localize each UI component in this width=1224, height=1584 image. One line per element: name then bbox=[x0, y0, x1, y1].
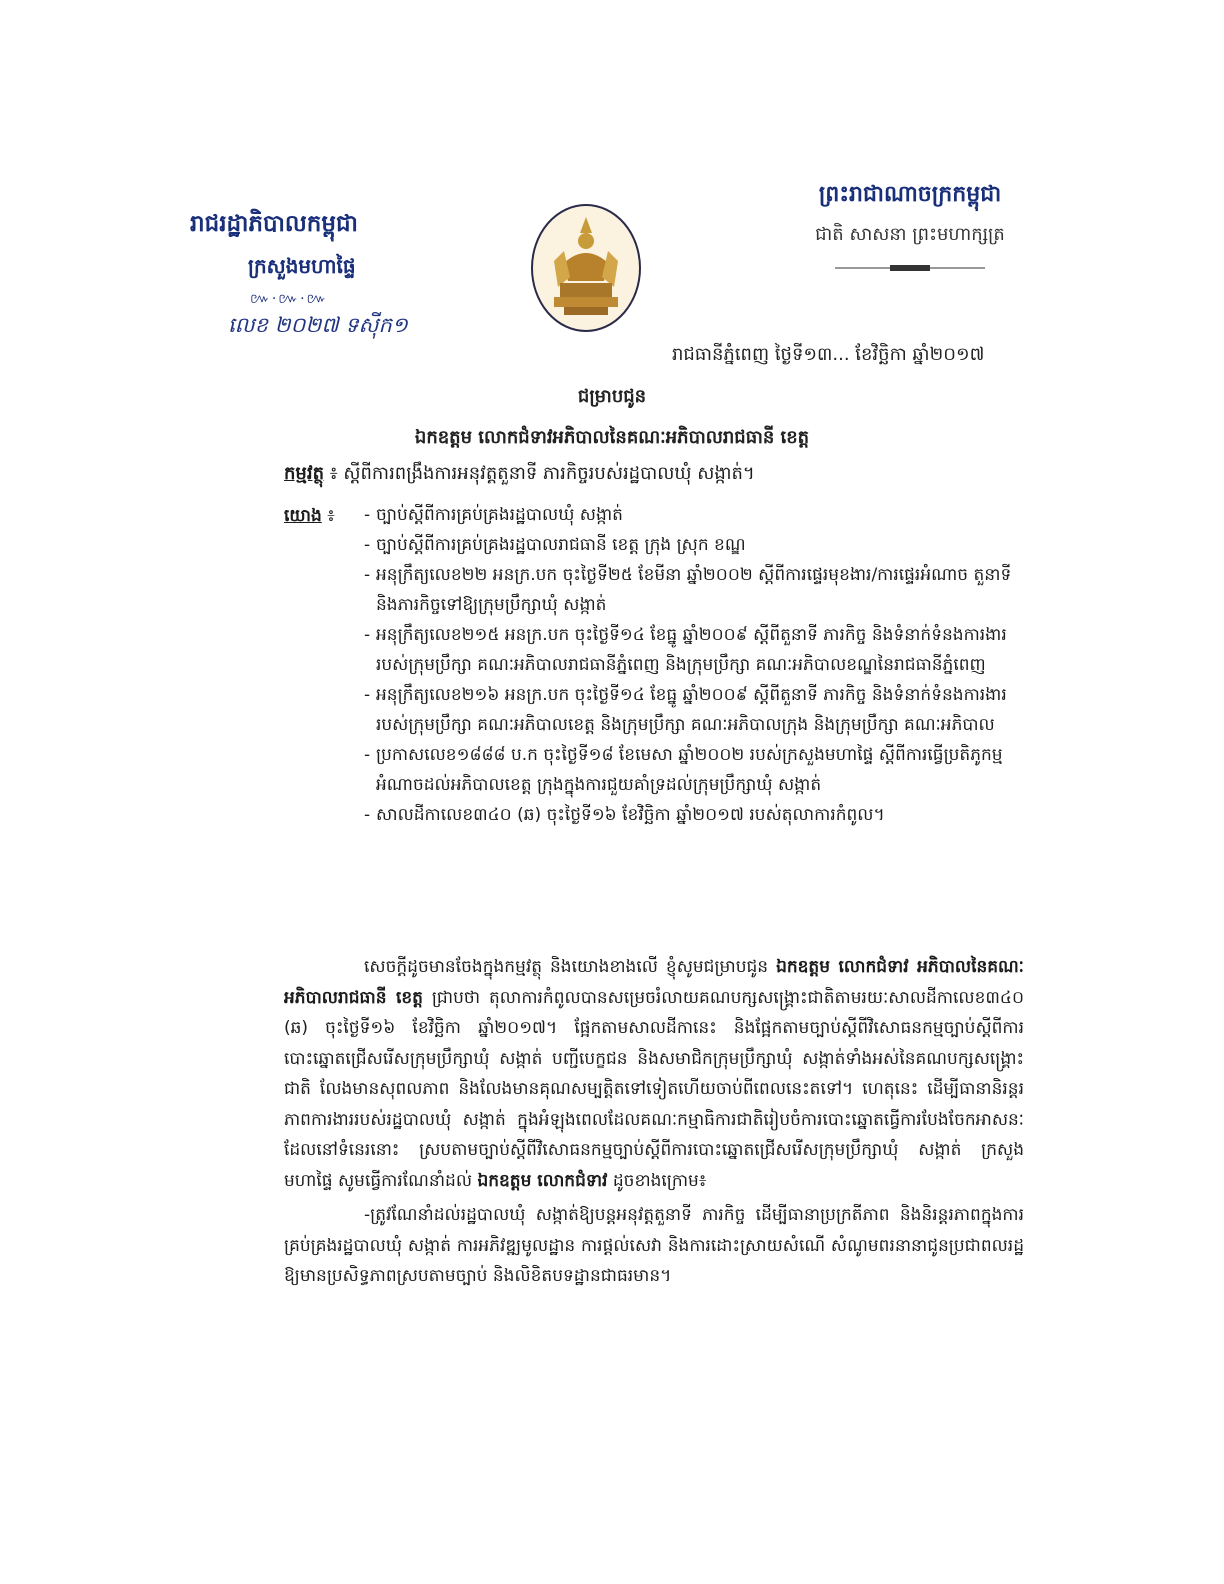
royal-emblem-icon bbox=[530, 203, 642, 333]
reference-item: - ច្បាប់ស្តីពីការគ្រប់គ្រងរដ្ឋបាលឃុំ សង្កាត់ bbox=[364, 500, 1024, 530]
subject-text: ៖ ស្តីពីការពង្រឹងការអនុវត្តតួនាទី ភារកិច្ចរបស់រដ្ឋបាលឃុំ សង្កាត់។ bbox=[329, 463, 755, 484]
reference-item: - អនុក្រឹត្យលេខ២១៥ អនក្រ.បក ចុះថ្ងៃទី១៤ ខែធ្នូ ឆ្នាំ២០០៩ ស្តីពីតួនាទី ភារកិច្ច និងទំនាក់ទំនងការងាររបស់ក្រុមប្រឹក្សា គណៈអភិបាលរាជធានីភ្នំពេញ និងក្រុមប្រឹក្សា គណៈអភិបាលខណ្ឌនៃរាជធានីភ្នំពេញ bbox=[364, 620, 1024, 680]
reference-item: - សាលដីកាលេខ៣៤០ (ឆ) ចុះថ្ងៃទី១៦ ខែវិច្ឆិកា ឆ្នាំ២០១៧ របស់តុលាការកំពូល។ bbox=[364, 800, 1024, 830]
subject-label: កម្មវត្ថុ bbox=[284, 463, 324, 484]
ministry-header bbox=[190, 210, 450, 310]
reference-number: លេខ ២០២៧ ទស៊ីក១ bbox=[228, 313, 408, 337]
date-line: រាជធានីភ្នំពេញ ថ្ងៃទី១៣... ខែវិច្ឆិកា ឆ្នាំ២០១៧ bbox=[672, 344, 985, 365]
reference-item: - ប្រកាសលេខ១៨៨៨ ប.ក ចុះថ្ងៃទី១៨ ខែមេសា ឆ្នាំ២០០២ របស់ក្រសួងមហាផ្ទៃ ស្តីពីការធ្វើប្រតិភូកម្មអំណាចដល់អភិបាលខេត្ត ក្រុងក្នុងការជួយគាំទ្រដល់ក្រុមប្រឹក្សាឃុំ សង្កាត់ bbox=[364, 740, 1024, 800]
ministry-name: ក្រសួងមហាផ្ទៃ bbox=[248, 254, 356, 278]
references-section bbox=[284, 505, 1024, 830]
reference-item: - អនុក្រឹត្យលេខ២២ អនក្រ.បក ចុះថ្ងៃទី២៥ ខែមីនា ឆ្នាំ២០០២ ស្តីពីការផ្ទេរមុខងារ/ការផ្ទេរអំណាច តួនាទី និងភារកិច្ចទៅឱ្យក្រុមប្រឹក្សាឃុំ សង្កាត់ bbox=[364, 560, 1024, 620]
national-motto: ជាតិ សាសនា ព្រះមហាក្សត្រ bbox=[815, 224, 1005, 245]
reference-item: - ច្បាប់ស្តីពីការគ្រប់គ្រងរដ្ឋបាលរាជធានី ខេត្ត ក្រុង ស្រុក ខណ្ឌ bbox=[364, 530, 1024, 560]
references-list bbox=[284, 500, 1024, 830]
kingdom-title: ព្រះរាជាណាចក្រកម្ពុជា bbox=[818, 182, 1002, 207]
government-title: រាជរដ្ឋាភិបាលកម្ពុជា bbox=[190, 211, 358, 237]
ministry-ornament: ៚·៚·៚ bbox=[250, 291, 329, 307]
body-paragraph-1: សេចក្តីដូចមានចែងក្នុងកម្មវត្ថុ និងយោងខាងលើ ខ្ញុំសូមជម្រាបជូន ឯកឧត្តម លោកជំទាវ អភិបាលនៃគណៈអភិបាលរាជធានី ខេត្ត ជ្រាបថា តុលាការកំពូលបានសម្រេចរំលាយគណបក្សសង្គ្រោះជាតិតាមរយៈសាលដីកាលេខ៣៤០ (ឆ) ចុះថ្ងៃទី១៦ ខែវិច្ឆិកា ឆ្នាំ២០១៧។ ផ្អែកតាមសាលដីកានេះ និងផ្អែកតាមច្បាប់ស្តីពីវិសោធនកម្មច្បាប់ស្តីពីការបោះឆ្នោតជ្រើសរើសក្រុមប្រឹក្សាឃុំ សង្កាត់ បញ្ជីបេក្ខជន និងសមាជិកក្រុមប្រឹក្សាឃុំ សង្កាត់ទាំងអស់នៃគណបក្សសង្គ្រោះជាតិ លែងមានសុពលភាព និងលែងមានគុណសម្បត្តិតទៅទៀតហើយចាប់ពីពេលនេះតទៅ។ ហេតុនេះ ដើម្បីធានានិរន្តរភាពការងាររបស់រដ្ឋបាលឃុំ សង្កាត់ ក្នុងអំឡុងពេលដែលគណៈកម្មាធិការជាតិរៀបចំការបោះឆ្នោតធ្វើការបែងចែកអាសនៈដែលនៅទំនេរនោះ ស្របតាមច្បាប់ស្តីពីវិសោធនកម្មច្បាប់ស្តីពីការបោះឆ្នោតជ្រើសរើសក្រុមប្រឹក្សាឃុំ សង្កាត់ ក្រសួងមហាផ្ទៃ សូមធ្វើការណែនាំដល់ ឯកឧត្តម លោកជំទាវ ដូចខាងក្រោម៖ bbox=[284, 957, 1024, 1191]
references-head: យោង ៖ bbox=[284, 506, 335, 526]
letter-body bbox=[284, 952, 1024, 1296]
subject-line bbox=[284, 461, 755, 488]
recipient: ឯកឧត្តម លោកជំទាវអភិបាលនៃគណៈអភិបាលរាជធានី ខេត្ត bbox=[414, 427, 810, 448]
kingdom-header bbox=[760, 180, 1060, 277]
motto-ornament-icon bbox=[835, 263, 985, 273]
salutation: ជម្រាបជូន bbox=[577, 386, 647, 407]
reference-item: - អនុក្រឹត្យលេខ២១៦ អនក្រ.បក ចុះថ្ងៃទី១៤ ខែធ្នូ ឆ្នាំ២០០៩ ស្តីពីតួនាទី ភារកិច្ច និងទំនាក់ទំនងការងាររបស់ក្រុមប្រឹក្សា គណៈអភិបាលខេត្ត និងក្រុមប្រឹក្សា គណៈអភិបាលក្រុង និងក្រុមប្រឹក្សា គណៈអភិបាល bbox=[364, 680, 1024, 740]
body-paragraph-2: -ត្រូវណែនាំដល់រដ្ឋបាលឃុំ សង្កាត់ឱ្យបន្តអនុវត្តតួនាទី ភារកិច្ច ដើម្បីធានាប្រក្រតីភាព និងនិរន្តរភាពក្នុងការគ្រប់គ្រងរដ្ឋបាលឃុំ សង្កាត់ ការអភិវឌ្ឍមូលដ្ឋាន ការផ្តល់សេវា និងការដោះស្រាយសំណើ សំណូមពរនានាជូនប្រជាពលរដ្ឋឱ្យមានប្រសិទ្ធភាពស្របតាមច្បាប់ និងលិខិតបទដ្ឋានជាធរមាន។ bbox=[284, 1205, 1024, 1286]
references-label: យោង bbox=[284, 506, 322, 526]
